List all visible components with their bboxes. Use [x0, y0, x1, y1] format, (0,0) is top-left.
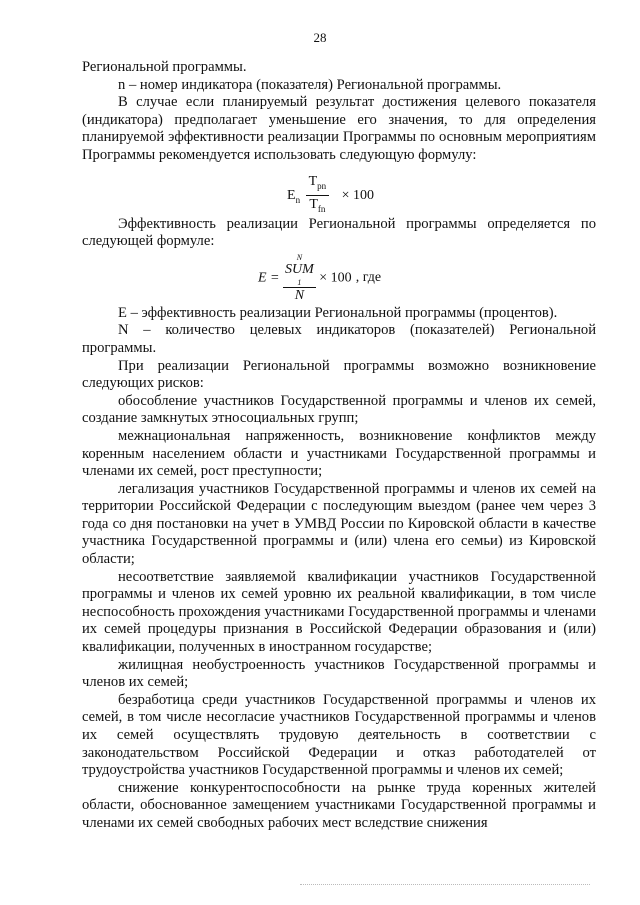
list-item: жилищная необустроенность участников Государственной программы и членов их семей; [82, 656, 596, 691]
page-number: 28 [313, 30, 327, 45]
formula-en [82, 167, 596, 213]
paragraph: Региональной программы. [82, 59, 247, 75]
formula-en-lhs: $E_n$ [287, 187, 301, 205]
scan-artifact [300, 884, 590, 891]
list-item: легализация участников Государственной программы и членов их семей на территории Российской Федерации с последующим выездом (ранее чем через 3 года со дня постановки на учет в УМВД России по Кировской области в качестве участника Государственной программы и (или) члена его семьи) из Кировской области; [82, 480, 596, 568]
paragraph: Эффективность реализации Региональной программы определяется по следующей формуле: [82, 215, 596, 250]
list-item: снижение конкурентоспособности на рынке труда коренных жителей области, обоснованное замещением участниками Государственной программы и членами их семей свободных рабочих мест вследствие снижения [82, 779, 596, 831]
formula-e-where: , где [355, 270, 382, 286]
body-text [82, 59, 596, 833]
formula-e-multiplier: × 100 [319, 270, 352, 286]
list-item: обособление участников Государственной программы и членов их семей, создание замкнутых этносоциальных групп; [82, 392, 596, 427]
paragraph: N – количество целевых индикаторов (показателей) Региональной программы. [82, 322, 596, 356]
list-item: несоответствие заявляемой квалификации участников Государственной программы и членов их семей уровню их реальной квалификации, в том числе неспособность прохождения участниками Государственной программы и членами их семей процедуры признания в Российской Федерации образования и (или) квалификации, полученных в иностранном государстве; [82, 568, 596, 656]
list-item: межнациональная напряженность, возникновение конфликтов между коренным населением области и участниками Государственной программы и членами их семей, рост преступности; [82, 427, 596, 480]
formula-e [82, 251, 596, 301]
formula-en-multiplier: × 100 [341, 187, 375, 203]
formula-e-fraction: N SUM 1 N [285, 252, 314, 303]
list-item: безработица среди участников Государственной программы и членов их семей, в том числе несогласие участников Государственной программы и членов их семей осуществлять трудовую деятельность в соответствии с законодательством Российской Федерации и отказ работодателей от трудоустройства участников Государственной программы и членов их семей; [82, 691, 596, 779]
formula-e-lhs: E = [258, 270, 280, 286]
paragraph: n – номер индикатора (показателя) Региональной программы. [118, 76, 502, 93]
paragraph: В случае если планируемый результат достижения целевого показателя (индикатора) предполагает уменьшение его значения, то для определения планируемой эффективности реализации Программы по основным мероприятиям Программы рекомендуется использовать следующую формулу: [82, 94, 596, 163]
paragraph: При реализации Региональной программы возможно возникновение следующих рисков: [82, 357, 596, 392]
formula-en-fraction: $\frac{T_{pn}}{T_{fn}}$ [306, 173, 330, 219]
paragraph: E – эффективность реализации Региональной программы (процентов). [118, 304, 558, 321]
